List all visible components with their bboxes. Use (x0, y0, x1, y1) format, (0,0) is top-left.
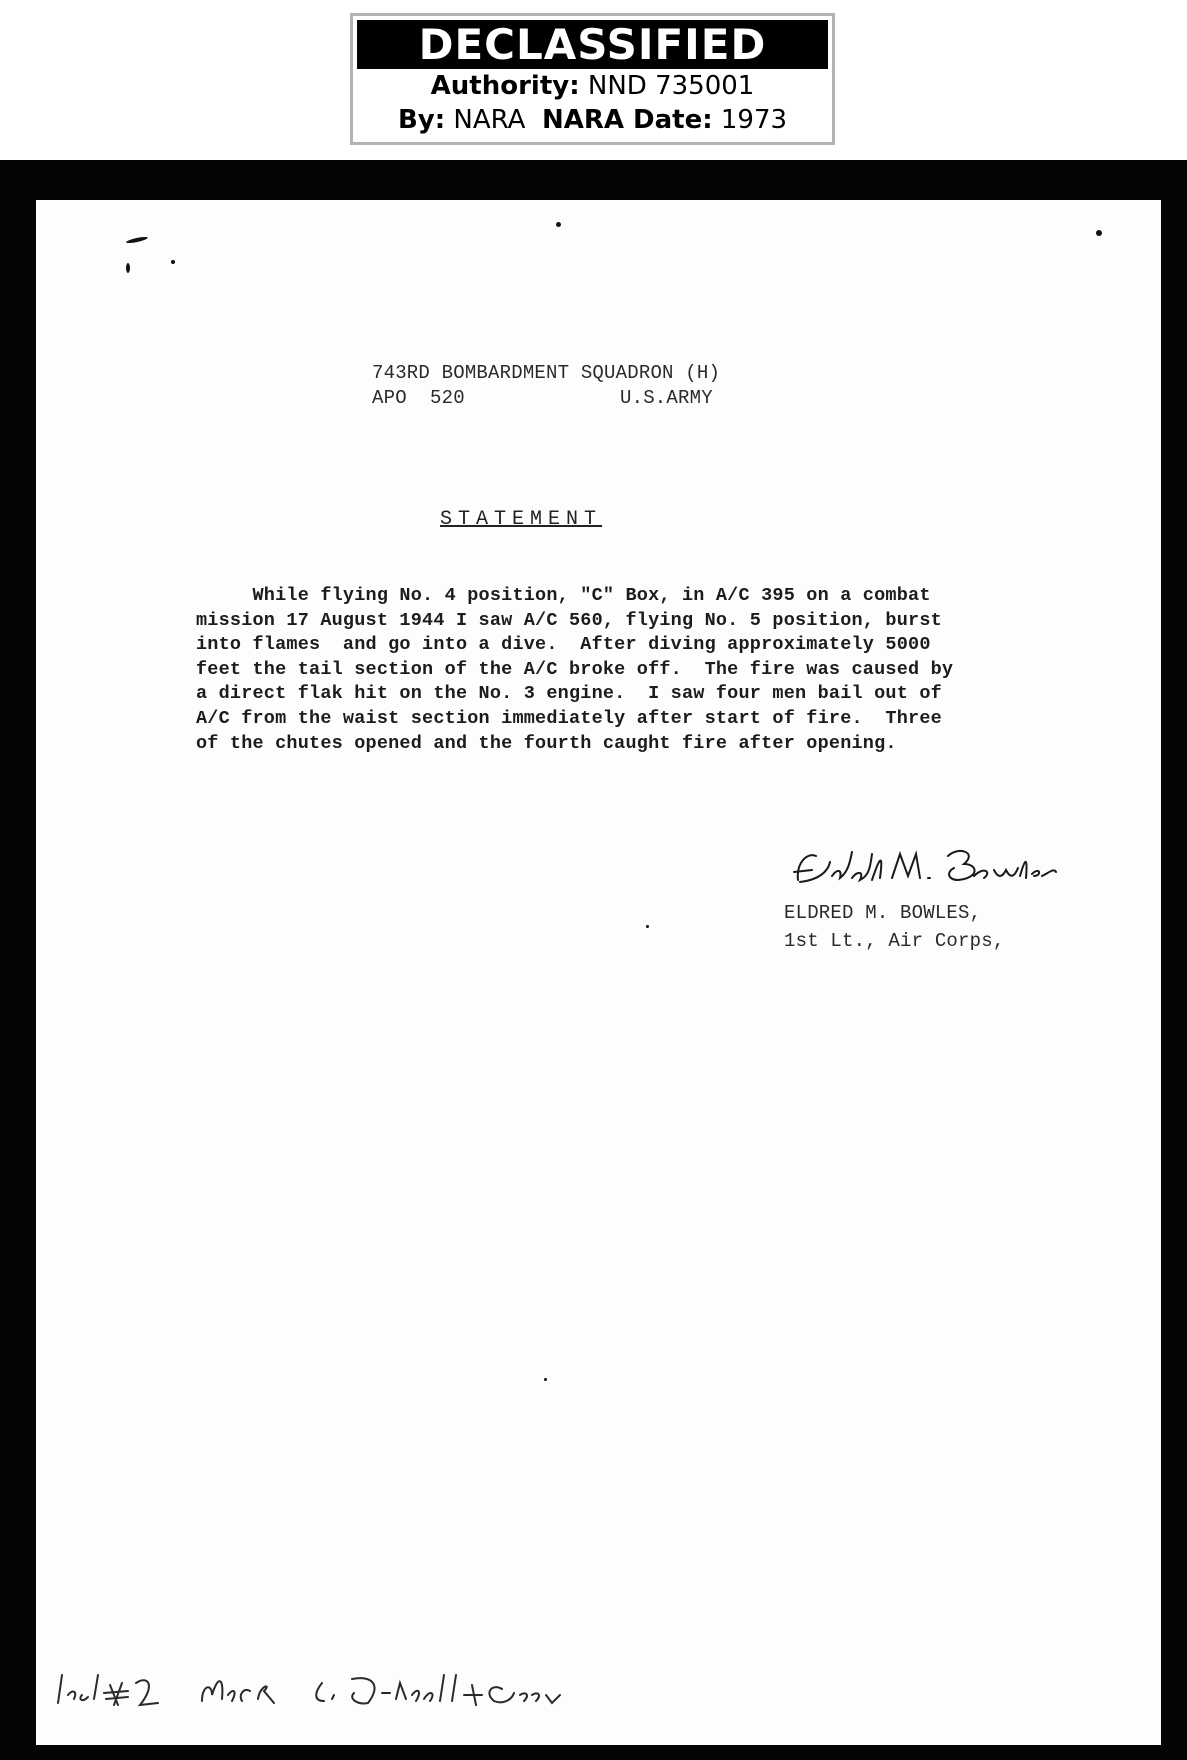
handwritten-note (52, 1665, 672, 1725)
unit-name: 743RD BOMBARDMENT SQUADRON (H) (372, 362, 721, 384)
stamp-title: DECLASSIFIED (357, 20, 828, 69)
scan-speck (556, 222, 561, 227)
apo-number: APO 520 (372, 387, 465, 409)
handwritten-signature (788, 842, 1063, 898)
scan-speck (171, 260, 175, 264)
stamp-authority-label: Authority: (430, 71, 580, 101)
document-sheet (36, 200, 1161, 1745)
stamp-date-value: 1973 (720, 105, 788, 135)
signer-name: ELDRED M. BOWLES, (784, 902, 982, 924)
stamp-authority-value: NND 735001 (587, 71, 755, 101)
scan-speck (126, 263, 130, 273)
document-heading: STATEMENT (440, 508, 603, 531)
signer-rank: 1st Lt., Air Corps, (784, 930, 1005, 952)
scan-speck (126, 236, 148, 244)
declassified-stamp (350, 13, 835, 145)
scan-speck (646, 925, 649, 928)
stamp-authority (353, 69, 832, 103)
statement-body: While flying No. 4 position, "C" Box, in A/C 395 on a combat mission 17 August 1944 I saw A/C 560, flying No. 5 position, burst into flames and go into a dive. After diving approximately 5000 feet the tail section of the A/C broke off. The fire was caused by a direct flak hit on the No. 3 engine. I saw four men bail out of A/C from the waist section immediately after start of fire. Three of the chutes opened and the fourth caught fire after opening. (196, 585, 954, 754)
scan-speck (544, 1378, 547, 1381)
stamp-by-date (353, 103, 832, 137)
scan-speck (1096, 230, 1102, 236)
stamp-by-value: NARA (453, 105, 526, 135)
stamp-by-label: By: (397, 105, 446, 135)
stamp-date-label: NARA Date: (541, 105, 713, 135)
army-label: U.S.ARMY (620, 387, 713, 409)
